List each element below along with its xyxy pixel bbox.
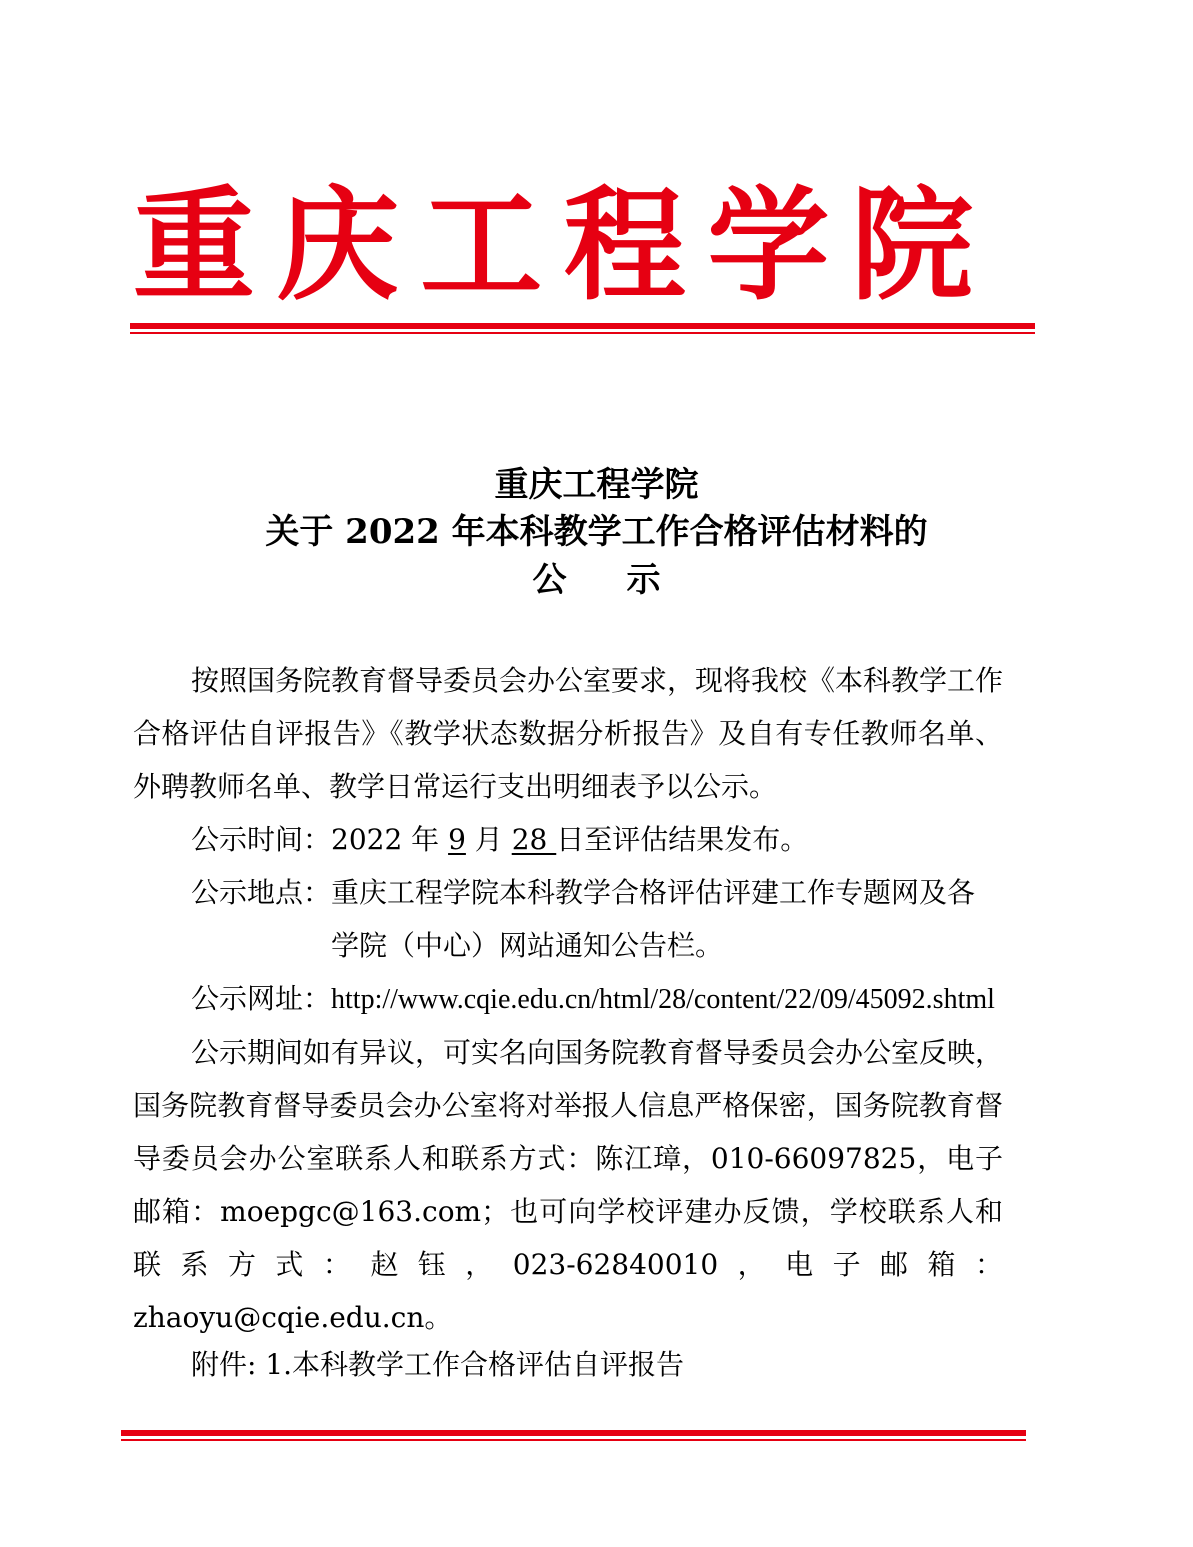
letterhead-divider-thick (130, 323, 1035, 329)
notice-url-link[interactable]: http://www.cqie.edu.cn/html/28/content/22/09/45092.shtml (331, 984, 995, 1015)
notice-time-label: 公示时间： (191, 823, 332, 856)
notice-time-day: 28 (511, 823, 557, 856)
doc-title-line-3: 公示 (532, 560, 721, 600)
letterhead-char: 庆 (276, 173, 399, 317)
attachment-line: 附件: 1.本科教学工作合格评估自评报告 (191, 1348, 685, 1381)
footer-divider-thin (121, 1439, 1026, 1441)
letterhead-char: 程 (563, 173, 686, 317)
letterhead-divider-thin (130, 332, 1035, 334)
notice-url (133, 972, 1003, 1026)
notice-place-value: 重庆工程学院本科教学合格评估评建工作专题网及各学院（中心）网站通知公告栏。 (331, 876, 976, 962)
letterhead-char: 院 (850, 173, 973, 317)
letterhead-char: 重 (133, 173, 255, 317)
footer-divider-thick (121, 1430, 1026, 1436)
notice-url-label: 公示网址： (191, 982, 332, 1015)
intro-paragraph: 按照国务院教育督导委员会办公室要求，现将我校《本科教学工作合格评估自评报告》《教学状态数据分析报告》及自有专任教师名单、外聘教师名单、教学日常运行支出明细表予以公示。 (133, 664, 1004, 803)
notice-place (133, 866, 1003, 972)
notice-time-month-unit: 月 (465, 823, 512, 856)
notice-time-month: 9 (448, 823, 466, 856)
notice-time (133, 813, 1003, 866)
doc-title-line-1: 重庆工程学院 (494, 465, 699, 505)
notice-place-label: 公示地点： (191, 876, 332, 909)
objection-paragraph: 公示期间如有异议，可实名向国务院教育督导委员会办公室反映，国务院教育督导委员会办公室将对举报人信息严格保密，国务院教育督导委员会办公室联系人和联系方式：陈江璋，010-66097825，电子邮箱：moepgc@163.com；也可向学校评建办反馈，学校联系人和联系方式：赵钰，023-62840010，电子邮箱：zhaoyu@cqie.edu.cn。 (133, 1036, 1004, 1334)
letterhead-char: 学 (707, 173, 830, 317)
letterhead-char: 工 (420, 173, 543, 317)
notice-time-year: 2022 年 (331, 823, 449, 856)
notice-time-rest: 日至评估结果发布。 (556, 823, 809, 856)
letterhead-title (133, 175, 973, 315)
notice-body (133, 654, 1003, 1344)
doc-title-line-2: 关于 2022 年本科教学工作合格评估材料的 (265, 512, 928, 552)
